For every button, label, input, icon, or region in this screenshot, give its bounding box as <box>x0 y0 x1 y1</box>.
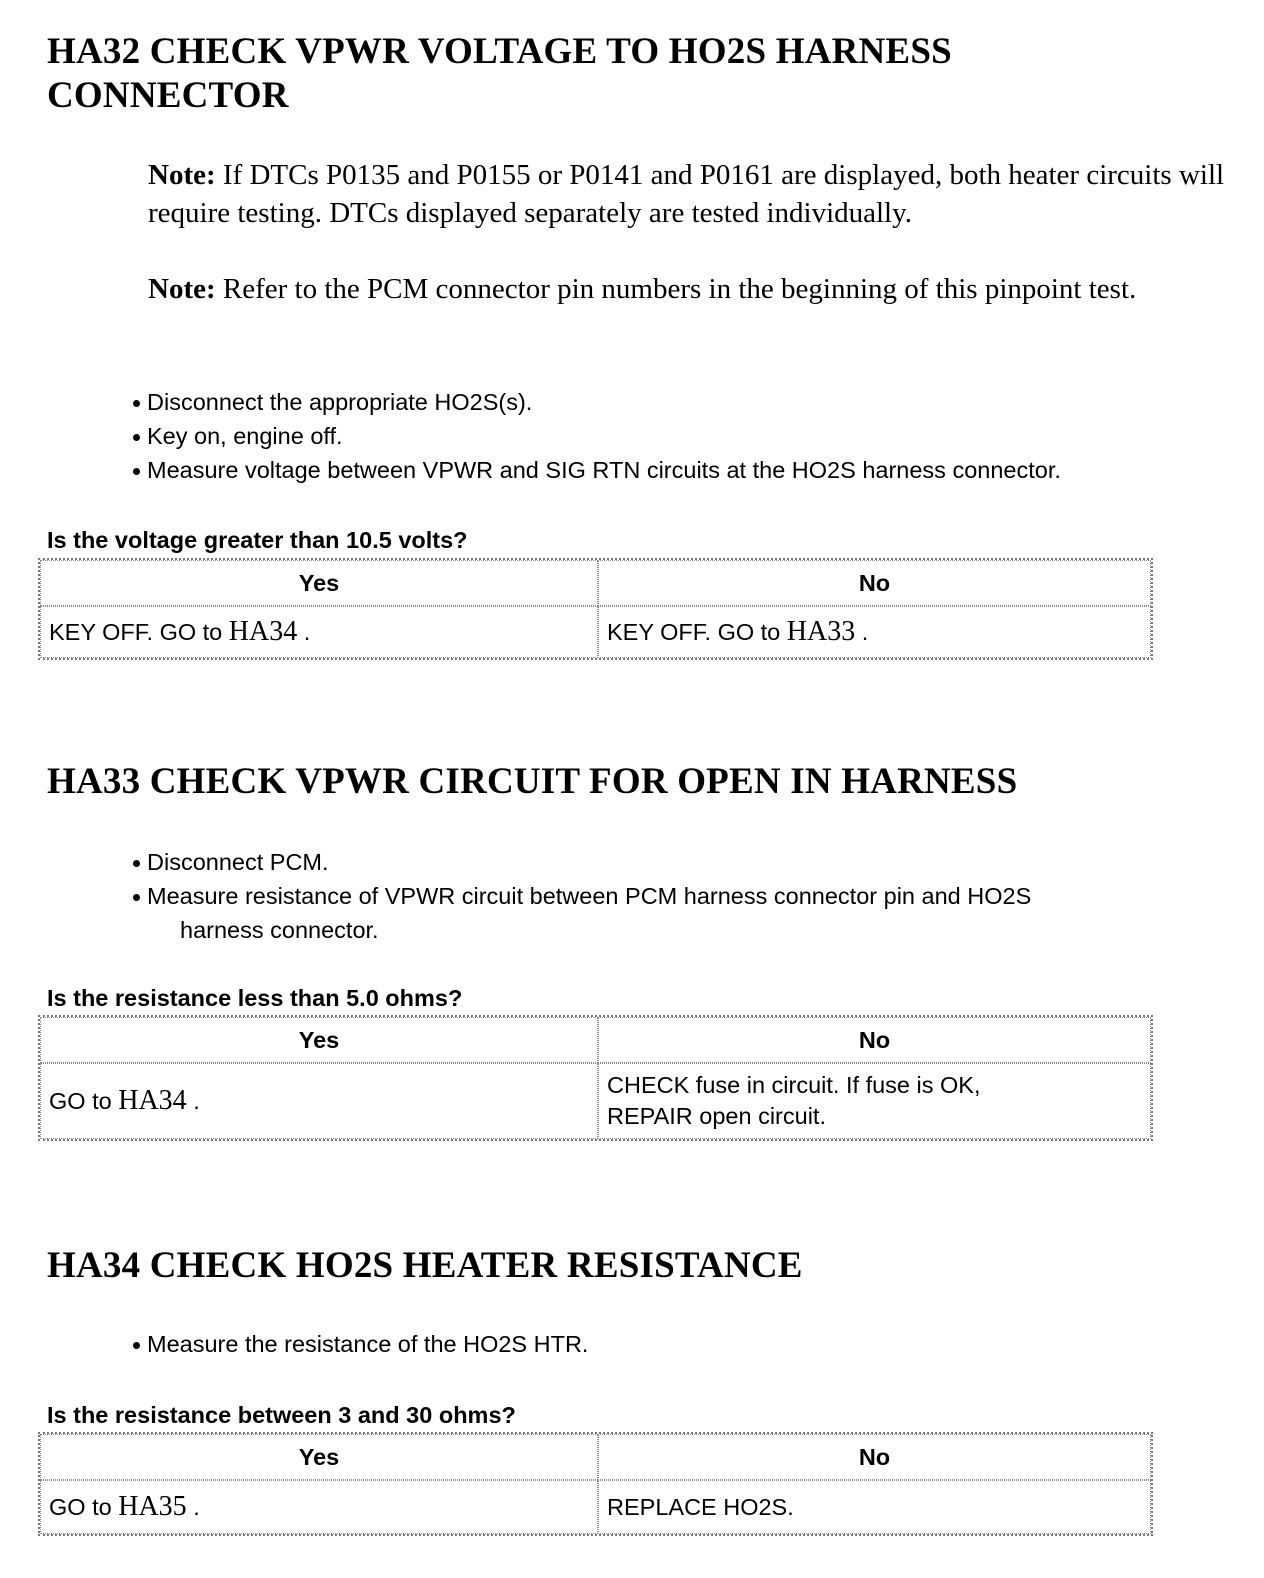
step-item: Measure voltage between VPWR and SIG RTN circuits at the HO2S harness connector. <box>0 453 1257 487</box>
step-item: Measure the resistance of the HO2S HTR. <box>0 1327 1257 1361</box>
result-table-ha32 <box>38 558 1153 660</box>
no-cell: REPLACE HO2S. <box>598 1480 1151 1534</box>
result-table-ha34 <box>38 1432 1153 1536</box>
title-line-2: CONNECTOR <box>47 75 289 116</box>
note-1 <box>148 156 1228 232</box>
note-text: If DTCs P0135 and P0155 or P0141 and P0161 are displayed, both heater circuits will require testing. DTCs displayed separately are tested individually. <box>148 159 1225 229</box>
step-item: Measure resistance of VPWR circuit between PCM harness connector pin and HO2S harness connector. <box>0 879 1257 947</box>
yes-cell: GO to HA35 . <box>40 1480 598 1534</box>
bullet-icon <box>133 434 140 441</box>
yes-cell: GO to HA34 . <box>40 1063 598 1139</box>
no-cell: CHECK fuse in circuit. If fuse is OK, REPAIR open circuit. <box>598 1063 1151 1139</box>
table-row <box>40 1063 1151 1139</box>
result-table-ha33 <box>38 1015 1153 1141</box>
note-label: Note: <box>148 273 216 305</box>
yes-header: Yes <box>40 1434 598 1480</box>
ha33-link[interactable]: HA33 <box>786 616 856 647</box>
step-item: Disconnect PCM. <box>0 845 1257 879</box>
no-header: No <box>598 560 1151 606</box>
step-item: Disconnect the appropriate HO2S(s). <box>0 385 1257 419</box>
yes-header: Yes <box>40 560 598 606</box>
steps-list-ha33 <box>0 845 1257 947</box>
note-2 <box>148 270 1228 308</box>
step-item: Key on, engine off. <box>0 419 1257 453</box>
bullet-icon <box>133 1342 140 1349</box>
no-header: No <box>598 1434 1151 1480</box>
table-row <box>40 1480 1151 1534</box>
yes-header: Yes <box>40 1017 598 1063</box>
ha34-link[interactable]: HA34 <box>118 1085 187 1116</box>
section-title-ha34: HA34 CHECK HO2S HEATER RESISTANCE <box>47 1245 803 1286</box>
ha35-link[interactable]: HA35 <box>118 1491 187 1522</box>
bullet-icon <box>133 894 140 901</box>
section-title-ha33: HA33 CHECK VPWR CIRCUIT FOR OPEN IN HARNESS <box>47 761 1018 802</box>
question-ha34: Is the resistance between 3 and 30 ohms? <box>47 1402 516 1428</box>
title-line-1: HA32 CHECK VPWR VOLTAGE TO HO2S HARNESS <box>47 31 952 72</box>
note-text: Refer to the PCM connector pin numbers in the beginning of this pinpoint test. <box>222 273 1137 305</box>
note-label: Note: <box>148 159 216 191</box>
ha34-link[interactable]: HA34 <box>228 616 298 647</box>
section-title-ha32 <box>47 30 952 118</box>
bullet-icon <box>133 860 140 867</box>
question-ha32: Is the voltage greater than 10.5 volts? <box>47 527 468 553</box>
steps-list-ha32 <box>0 385 1257 487</box>
no-cell: KEY OFF. GO to HA33 . <box>598 606 1151 658</box>
table-header-row <box>40 1017 1151 1063</box>
table-row <box>40 606 1151 658</box>
no-header: No <box>598 1017 1151 1063</box>
yes-cell: KEY OFF. GO to HA34 . <box>40 606 598 658</box>
table-header-row <box>40 1434 1151 1480</box>
table-header-row <box>40 560 1151 606</box>
bullet-icon <box>133 468 140 475</box>
steps-list-ha34 <box>0 1327 1257 1361</box>
question-ha33: Is the resistance less than 5.0 ohms? <box>47 985 463 1011</box>
bullet-icon <box>133 400 140 407</box>
